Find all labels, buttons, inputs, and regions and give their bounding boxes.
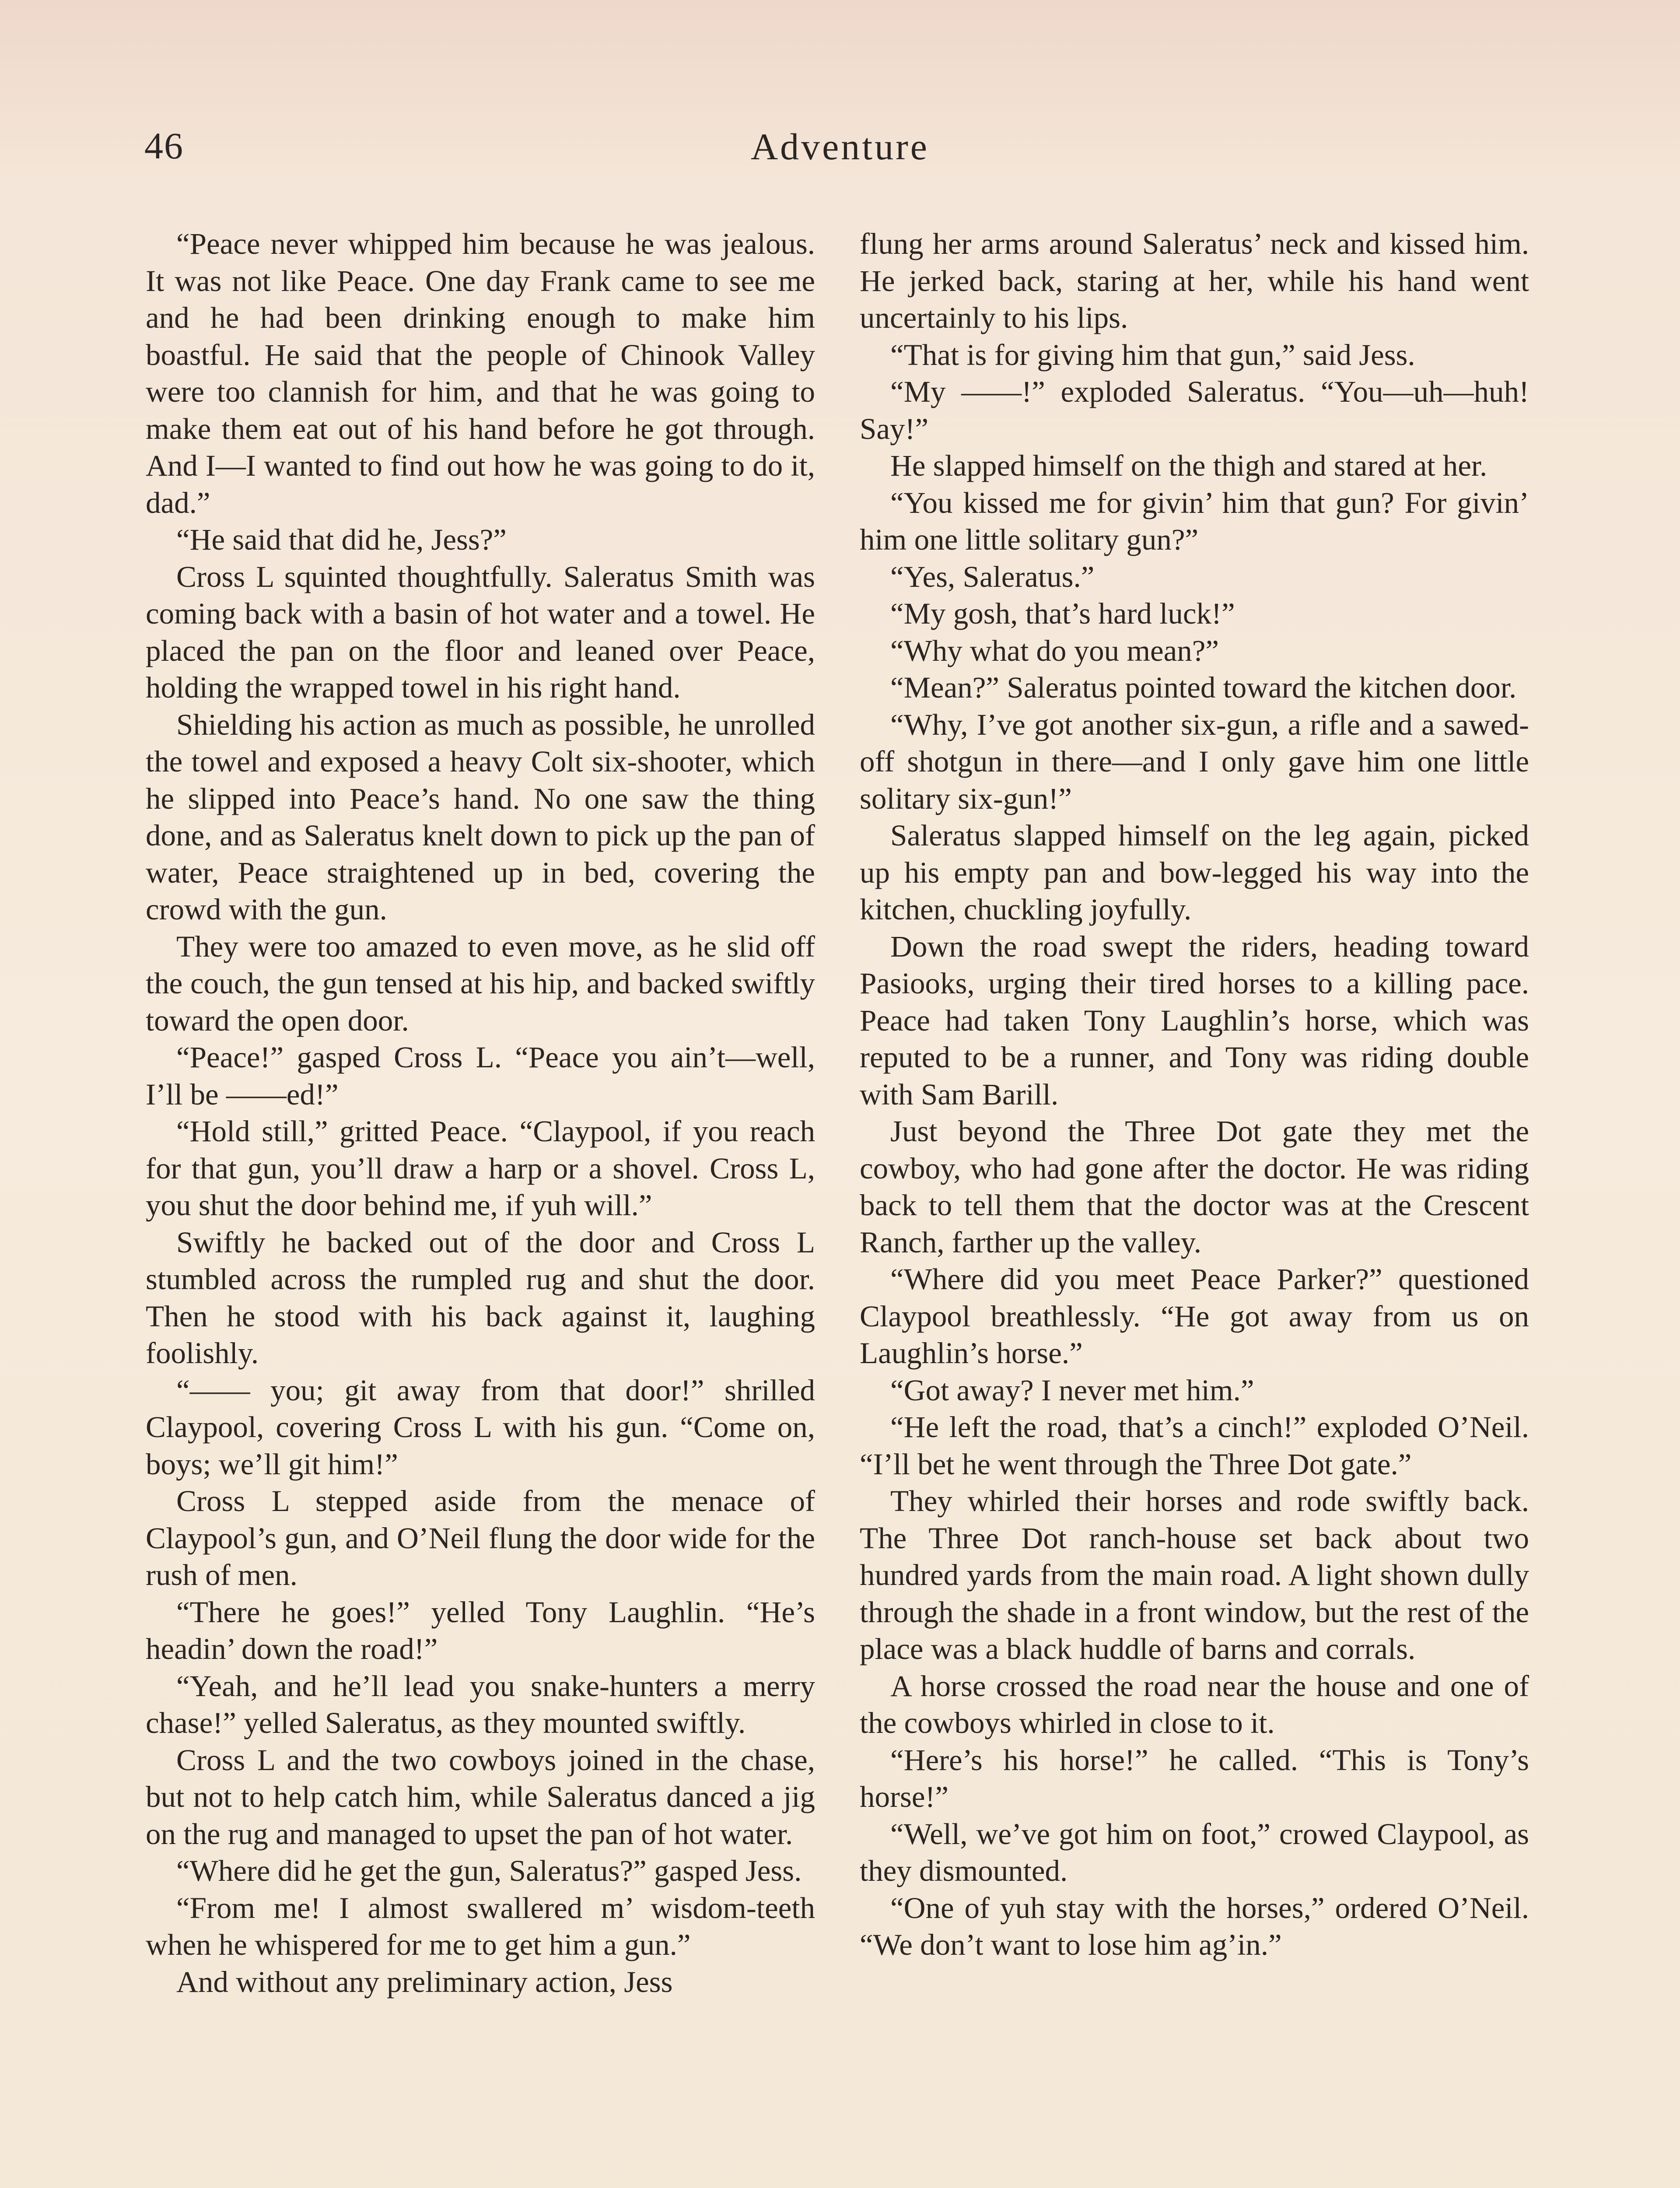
paragraph: “Peace!” gasped Cross L. “Peace you ain’t—well, I’ll be ——ed!” [146, 1041, 815, 1111]
paragraph: “There he goes!” yelled Tony Laughlin. “He’s headin’ down the road!” [146, 1595, 815, 1666]
paragraph: “Peace never whipped him because he was jealous. It was not like Peace. One day Frank came to see me and he had been drinking enough to make him boastful. He said that the people of Chinook Valley were too clannish for him, and that he was going to make them eat out of his hand before he got through. And I—I wanted to find out how he was going to do it, dad.” [146, 227, 815, 519]
page-number: 46 [144, 125, 184, 167]
paragraph: Cross L and the two cowboys joined in the chase, but not to help catch him, while Saleratus danced a jig on the rug and managed to upset the pan of hot water. [146, 1743, 815, 1851]
paragraph: “One of yuh stay with the horses,” ordered O’Neil. “We don’t want to lose him ag’in.” [860, 1891, 1529, 1961]
paragraph: “From me! I almost swallered m’ wisdom-teeth when he whispered for me to get him a gun.” [146, 1891, 815, 1961]
paragraph: Cross L squinted thoughtfully. Saleratus Smith was coming back with a basin of hot water and a towel. He placed the pan on the floor and leaned over Peace, holding the wrapped towel in his right hand. [146, 560, 815, 704]
running-head: Adventure [751, 126, 929, 168]
paragraph: A horse crossed the road near the house and one of the cowboys whirled in close to it. [860, 1669, 1529, 1739]
paragraph: “My ——!” exploded Saleratus. “You—uh—huh! Say!” [860, 375, 1529, 445]
paragraph: “Well, we’ve got him on foot,” crowed Claypool, as they dismounted. [860, 1817, 1529, 1887]
paragraph: Swiftly he backed out of the door and Cross L stumbled across the rumpled rug and shut the door. Then he stood with his back against it, laughing foolishly. [146, 1225, 815, 1370]
paragraph: “Yeah, and he’ll lead you snake-hunters a merry chase!” yelled Saleratus, as they mounted swiftly. [146, 1669, 815, 1739]
paragraph: Down the road swept the riders, heading toward Pasiooks, urging their tired horses to a killing pace. Peace had taken Tony Laughlin’s horse, which was reputed to be a runner, and Tony was riding double with Sam Barill. [860, 929, 1529, 1111]
paragraph: Just beyond the Three Dot gate they met the cowboy, who had gone after the doctor. He was riding back to tell them that the doctor was at the Crescent Ranch, farther up the valley. [860, 1115, 1529, 1259]
paragraph: “My gosh, that’s hard luck!” [890, 597, 1235, 630]
paragraph: And without any preliminary action, Jess [176, 1965, 673, 1999]
paragraph: “Mean?” Saleratus pointed toward the kitchen door. [890, 671, 1517, 704]
paragraph: “You kissed me for givin’ him that gun? For givin’ him one little solitary gun?” [860, 486, 1529, 556]
paragraph: “Got away? I never met him.” [890, 1373, 1254, 1407]
paragraph: “That is for giving him that gun,” said Jess. [890, 338, 1415, 372]
paragraph: “—— you; git away from that door!” shrilled Claypool, covering Cross L with his gun. “Come on, boys; we’ll git him!” [146, 1373, 815, 1481]
paragraph: “Why what do you mean?” [890, 634, 1219, 667]
right-column [860, 225, 1529, 2188]
paragraph: Cross L stepped aside from the menace of Claypool’s gun, and O’Neil flung the door wide for the rush of men. [146, 1484, 815, 1592]
paragraph: “He left the road, that’s a cinch!” exploded O’Neil. “I’ll bet he went through the Three Dot gate.” [860, 1410, 1529, 1481]
paragraph: “Where did you meet Peace Parker?” questioned Claypool breathlessly. “He got away from us on Laughlin’s horse.” [860, 1262, 1529, 1370]
left-column [146, 225, 815, 2188]
paragraph: They whirled their horses and rode swiftly back. The Three Dot ranch-house set back about two hundred yards from the main road. A light shown dully through the shade in a front window, but the rest of the place was a black huddle of barns and corrals. [860, 1484, 1529, 1666]
paragraph: “He said that did he, Jess?” [176, 523, 507, 556]
paragraph: He slapped himself on the thigh and stared at her. [890, 449, 1488, 482]
paragraph: Shielding his action as much as possible, he unrolled the towel and exposed a heavy Colt six-shooter, which he slipped into Peace’s hand. No one saw the thing done, and as Saleratus knelt down to pick up the pan of water, Peace straightened up in bed, covering the crowd with the gun. [146, 708, 815, 926]
page-header [0, 0, 1680, 201]
paragraph: “Yes, Saleratus.” [890, 560, 1095, 593]
paragraph: “Why, I’ve got another six-gun, a rifle and a sawed-off shotgun in there—and I only gave him one little solitary six-gun!” [860, 708, 1529, 815]
paragraph: “Hold still,” gritted Peace. “Claypool, if you reach for that gun, you’ll draw a harp or a shovel. Cross L, you shut the door behind me, if yuh will.” [146, 1115, 815, 1222]
paragraph: They were too amazed to even move, as he slid off the couch, the gun tensed at his hip, and backed swiftly toward the open door. [146, 929, 815, 1037]
continued-paragraph: flung her arms around Saleratus’ neck and kissed him. He jerked back, staring at her, while his hand went uncertainly to his lips. [860, 227, 1529, 334]
paragraph: “Where did he get the gun, Saleratus?” gasped Jess. [176, 1854, 802, 1887]
paragraph: “Here’s his horse!” he called. “This is Tony’s horse!” [860, 1743, 1529, 1813]
paragraph: Saleratus slapped himself on the leg again, picked up his empty pan and bow-legged his way into the kitchen, chuckling joyfully. [860, 819, 1529, 926]
